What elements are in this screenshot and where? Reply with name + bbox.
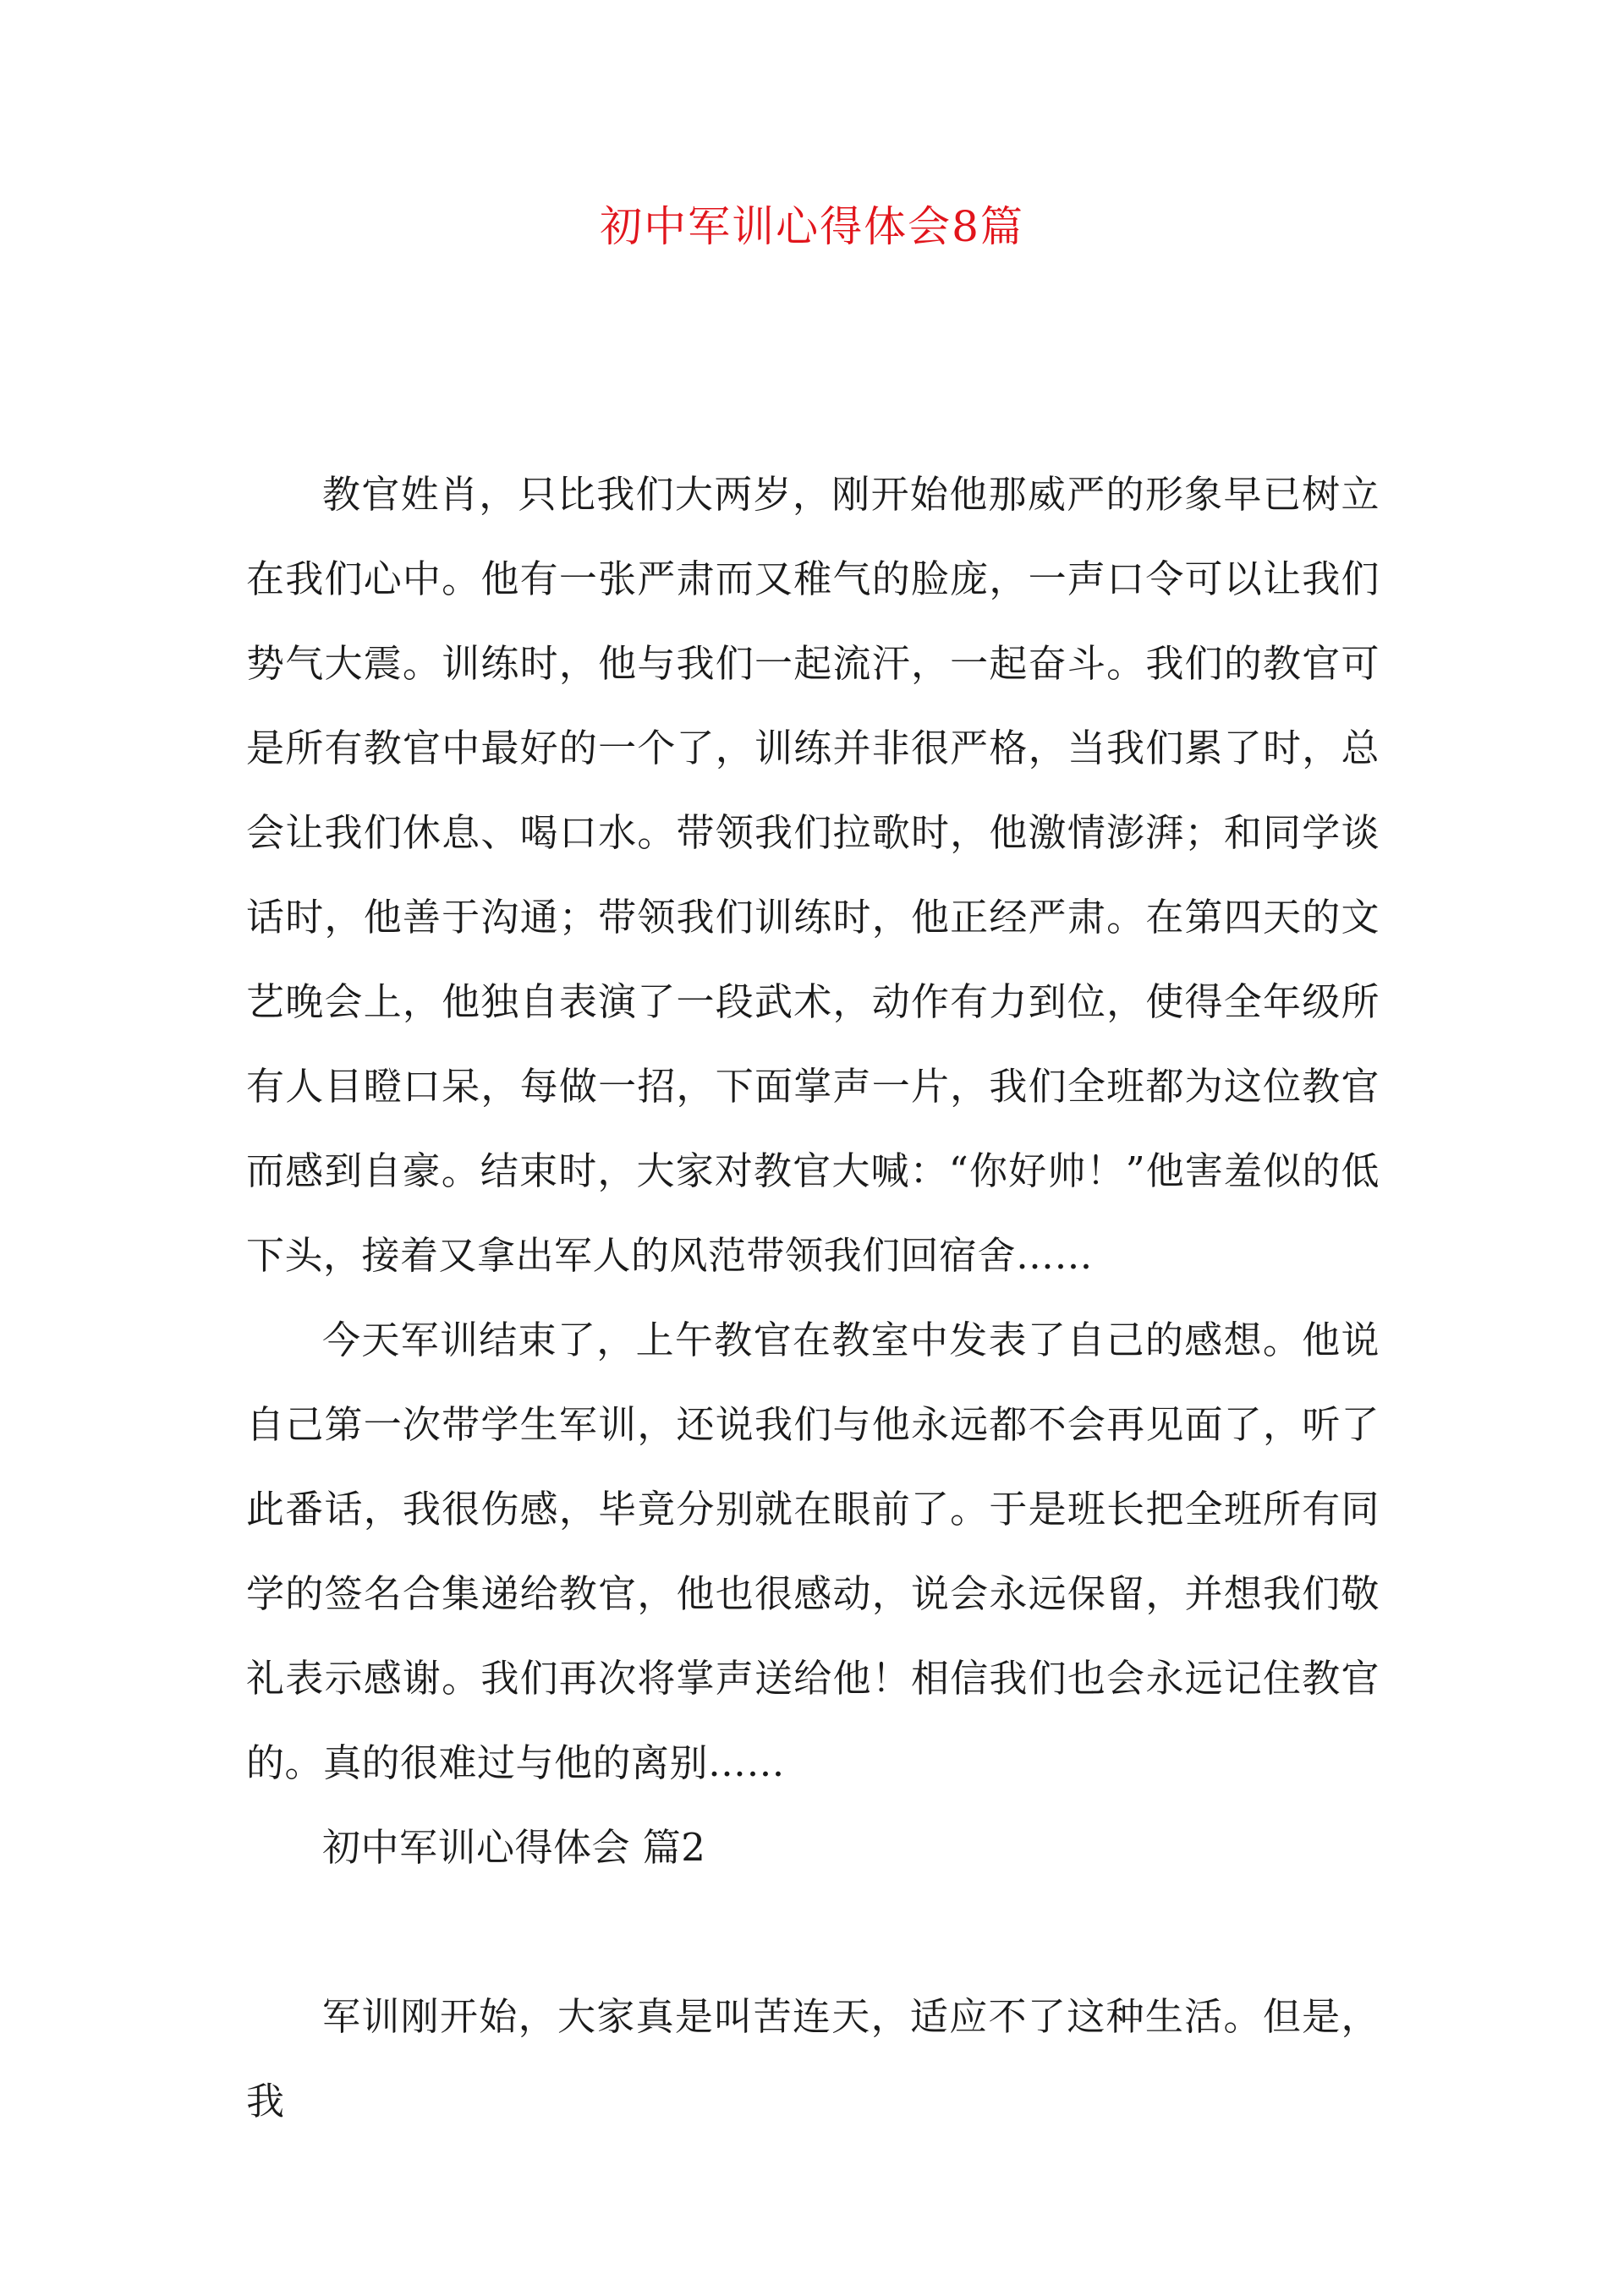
- body-paragraph-1: 教官姓肖，只比我们大两岁，刚开始他那威严的形象早已树立在我们心中。他有一张严肃而又稚气的脸庞，一声口令可以让我们势气大震。训练时，他与我们一起流汗，一起奋斗。我们的教官可是所有教官中最好的一个了，训练并非很严格，当我们累了时，总会让我们休息、喝口水。带领我们拉歌时，他激情澎湃；和同学谈话时，他善于沟通；带领我们训练时，他正经严肃。在第四天的文艺晚会上，他独自表演了一段武术，动作有力到位，使得全年级所有人目瞪口呆，每做一招，下面掌声一片，我们全班都为这位教官而感到自豪。结束时，大家对教官大喊：“你好帅！”他害羞似的低下头，接着又拿出军人的风范带领我们回宿舍……: [246, 472, 1380, 1278]
- document-title: 初中军训心得体会8篇: [600, 202, 1024, 251]
- section-heading: 初中军训心得体会 篇2: [322, 1825, 706, 1870]
- body-paragraph-2: 今天军训结束了，上午教官在教室中发表了自己的感想。他说自己第一次带学生军训，还说我们与他永远都不会再见面了，听了此番话，我很伤感，毕竟分别就在眼前了。于是班长把全班所有同学的签名合集递给教官，他也很感动，说会永远保留，并想我们敬礼表示感谢。我们再次将掌声送给他！相信我们也会永远记住教官的。真的很难过与他的离别……: [246, 1318, 1380, 1785]
- body-paragraph-3: 军训刚开始，大家真是叫苦连天，适应不了这种生活。但是，我: [246, 1994, 1380, 2123]
